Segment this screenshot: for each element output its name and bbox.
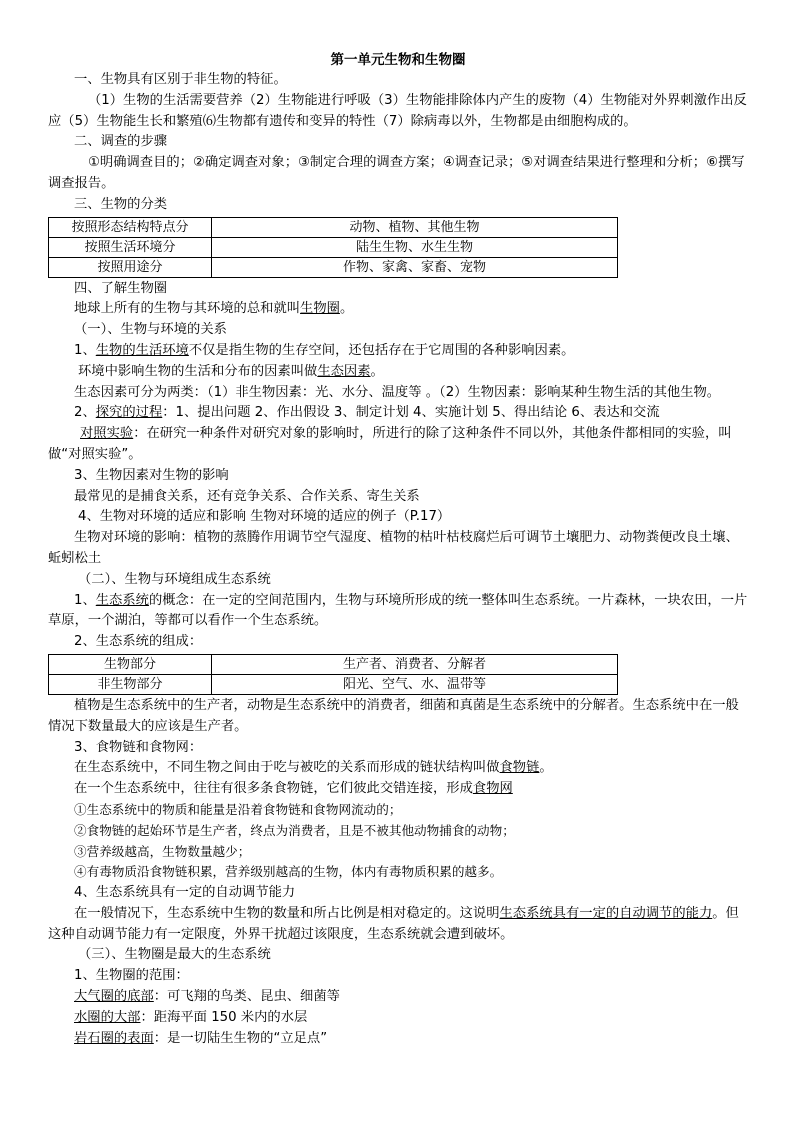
underlined-term: 岩石圈的表面 bbox=[74, 1030, 154, 1046]
paragraph bbox=[48, 758, 748, 779]
text: 在一个生态系统中，往往有很多条食物链，它们彼此交错连接，形成 bbox=[74, 781, 473, 797]
text: 的概念：在一定的空间范围内，生物与环境所形成的统一整体叫生态系统。一片森林，一块农田，一片草原，一个湖泊，等都可以看作一个生态系统。 bbox=[48, 592, 748, 629]
paragraph: 最常见的是捕食关系，还有竞争关系、合作关系、寄生关系 bbox=[74, 488, 420, 504]
paragraph: 生物对环境的影响：植物的蒸腾作用调节空气湿度、植物的枯叶枯枝腐烂后可调节土壤肥力、动物粪便改良土壤、蚯蚓松土 bbox=[48, 530, 739, 566]
list-item: ②食物链的起始环节是生产者，终点为消费者，且是不被其他动物捕食的动物； bbox=[74, 822, 515, 838]
table-cell: 非生物部分 bbox=[49, 674, 212, 694]
table-cell: 陆生生物、水生生物 bbox=[212, 237, 618, 257]
text: 在生态系统中，不同生物之间由于吃与被吃的关系而形成的链状结构叫做 bbox=[74, 760, 500, 776]
document-page bbox=[48, 50, 748, 1049]
section-2-body: ①明确调查目的；②确定调查对象；③制定合理的调查方案；④调查记录；⑤对调查结果进行整理和分析；⑥撰写调查报告。 bbox=[48, 155, 745, 191]
table-cell: 按照用途分 bbox=[49, 257, 212, 277]
text: 不仅是指生物的生存空间，还包括存在于它周围的各种影响因素。 bbox=[188, 342, 575, 358]
biosphere-definition bbox=[48, 299, 748, 320]
paragraph bbox=[48, 1008, 748, 1029]
document-title: 第一单元生物和生物圈 bbox=[330, 52, 466, 68]
paragraph bbox=[48, 362, 748, 383]
table-row bbox=[49, 237, 618, 257]
paragraph: 4、生态系统具有一定的自动调节能力 bbox=[74, 885, 296, 901]
paragraph: 2、生态系统的组成： bbox=[74, 634, 203, 650]
list-item: ③营养级越高，生物数量越少； bbox=[74, 843, 251, 859]
underlined-term: 生态系统具有一定的自动调节的能力 bbox=[499, 905, 713, 921]
paragraph: 生态因素可分为两类：（1）非生物因素：光、水分、温度等 。（2）生物因素：影响某种生物生活的其他生物。 bbox=[74, 384, 721, 400]
table-cell: 按照生活环境分 bbox=[49, 237, 212, 257]
paragraph bbox=[48, 904, 748, 946]
list-item: ①生态系统中的物质和能量是沿着食物链和食物网流动的； bbox=[74, 801, 402, 817]
text: ：1、提出问题 2、作出假设 3、制定计划 4、实施计划 5、得出结论 6、表达和交流 bbox=[162, 405, 660, 421]
table-row bbox=[49, 257, 618, 277]
paragraph: 3、食物链和食物网： bbox=[74, 739, 203, 755]
paragraph bbox=[48, 1029, 748, 1050]
table-cell: 生产者、消费者、分解者 bbox=[212, 654, 618, 674]
underlined-term: 水圈的大部 bbox=[74, 1009, 141, 1025]
paragraph bbox=[48, 779, 748, 800]
paragraph bbox=[48, 987, 748, 1008]
paragraph: 3、生物因素对生物的影响 bbox=[74, 467, 229, 483]
underlined-term: 生物圈 bbox=[300, 301, 340, 317]
table-cell: 动物、植物、其他生物 bbox=[212, 217, 618, 237]
paragraph bbox=[48, 403, 748, 424]
underlined-term: 大气圈的底部 bbox=[74, 989, 154, 1005]
paragraph bbox=[48, 424, 748, 466]
text: ：可飞翔的鸟类、昆虫、细菌等 bbox=[153, 989, 340, 1005]
paragraph bbox=[48, 341, 748, 362]
section-1-body: （1）生物的生活需要营养（2）生物能进行呼吸（3）生物能排除体内产生的废物（4）生物能对外界刺激作出反应（5）生物能生长和繁殖⑹生物都有遗传和变异的特性（7）除病毒以外，生物都是由细胞构成的。 bbox=[48, 92, 747, 129]
text: ：是一切陆生生物的“立足点” bbox=[153, 1030, 328, 1046]
underlined-term: 生物的生活环境 bbox=[95, 342, 189, 358]
table-row bbox=[49, 674, 618, 694]
subsection-2-heading: （二）、生物与环境组成生态系统 bbox=[78, 571, 271, 587]
table-cell: 阳光、空气、水、温带等 bbox=[212, 674, 618, 694]
text: 地球上所有的生物与其环境的总和就叫 bbox=[74, 301, 301, 317]
text: 。 bbox=[339, 301, 354, 317]
table-cell: 生物部分 bbox=[49, 654, 212, 674]
text: ：在研究一种条件对研究对象的影响时，所进行的除了这种条件不同以外，其他条件都相同的实验，叫做“对照实验”。 bbox=[48, 426, 732, 462]
section-1-heading: 一、生物具有区别于非生物的特征。 bbox=[74, 72, 287, 87]
text: 。 bbox=[539, 760, 553, 776]
text: 2、 bbox=[74, 405, 96, 421]
text: 。 bbox=[370, 363, 384, 379]
text: 1、 bbox=[74, 342, 96, 358]
subsection-3-heading: （三）、生物圈是最大的生态系统 bbox=[78, 947, 271, 963]
underlined-term: 探究的过程 bbox=[95, 405, 163, 421]
table-row bbox=[49, 217, 618, 237]
paragraph: 4、生物对环境的适应和影响 生物对环境的适应的例子（P.17） bbox=[78, 509, 451, 525]
paragraph: 植物是生态系统中的生产者，动物是生态系统中的消费者，细菌和真菌是生态系统中的分解者。生态系统中在一般情况下数量最大的应该是生产者。 bbox=[48, 697, 739, 734]
table-row bbox=[49, 654, 618, 674]
text: 。但这种自动调节能力有一定限度，外界干扰超过该限度，生态系统就会遭到破坏。 bbox=[48, 905, 739, 942]
text: 1、 bbox=[74, 592, 96, 608]
underlined-term: 对照实验 bbox=[80, 426, 134, 442]
list-item: ④有毒物质沿食物链积累，营养级别越高的生物，体内有毒物质积累的越多。 bbox=[74, 864, 503, 880]
subsection-1-heading: （一）、生物与环境的关系 bbox=[74, 322, 227, 338]
text: 在一般情况下，生态系统中生物的数量和所占比例是相对稳定的。这说明 bbox=[74, 905, 500, 921]
section-3-heading: 三、生物的分类 bbox=[74, 196, 168, 212]
classification-table bbox=[48, 217, 618, 278]
underlined-term: 生态系统 bbox=[95, 592, 149, 608]
paragraph: 1、生物圈的范围： bbox=[74, 968, 189, 984]
section-2-heading: 二、调查的步骤 bbox=[74, 134, 168, 150]
table-cell: 作物、家禽、家畜、宠物 bbox=[212, 257, 618, 277]
ecosystem-composition-table bbox=[48, 654, 618, 695]
table-cell: 按照形态结构特点分 bbox=[49, 217, 212, 237]
underlined-term: 生态因素 bbox=[317, 363, 371, 379]
section-4-heading: 四、了解生物圈 bbox=[74, 280, 168, 296]
underlined-term: 食物网 bbox=[472, 781, 513, 797]
text: ：距海平面 150 米内的水层 bbox=[140, 1009, 308, 1025]
underlined-term: 食物链 bbox=[499, 760, 540, 776]
paragraph bbox=[48, 591, 748, 633]
text: 环境中影响生物的生活和分布的因素叫做 bbox=[78, 363, 318, 379]
